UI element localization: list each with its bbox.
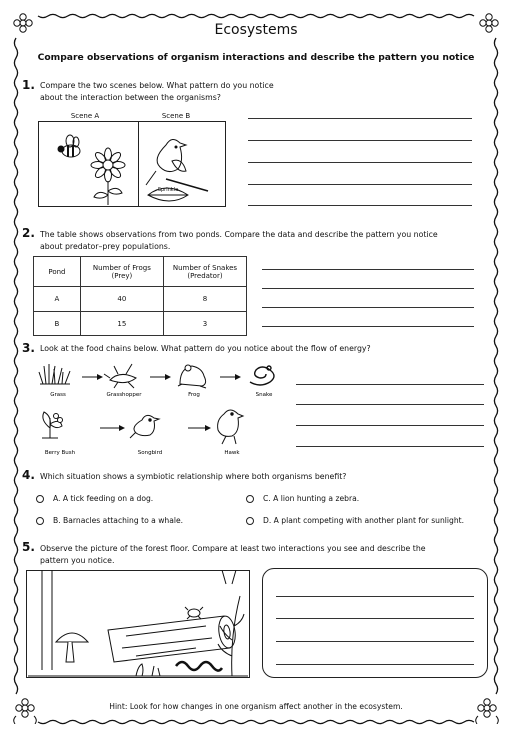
berry-bush-icon bbox=[42, 412, 63, 438]
worm-icon bbox=[176, 662, 222, 671]
chain-label: Hawk bbox=[224, 450, 240, 456]
scene-a-label: Scene A bbox=[70, 112, 100, 120]
question-2-line-1: The table shows observations from two ponds. Compare the data and describe the pattern you notice bbox=[40, 230, 438, 239]
radio-button[interactable] bbox=[36, 495, 44, 503]
answer-line[interactable] bbox=[296, 446, 484, 447]
beetle-icon bbox=[185, 607, 203, 619]
hawk-icon bbox=[218, 410, 243, 444]
answer-line[interactable] bbox=[262, 269, 474, 270]
question-5-number: 5. bbox=[22, 540, 35, 554]
option-c[interactable]: C. A lion hunting a zebra. bbox=[246, 494, 359, 503]
answer-box[interactable] bbox=[262, 568, 488, 678]
answer-line[interactable] bbox=[296, 404, 484, 405]
option-d[interactable]: D. A plant competing with another plant for sunlight. bbox=[246, 516, 464, 525]
chain-label: Grass bbox=[50, 392, 66, 398]
question-1-line-2: about the interaction between the organisms? bbox=[40, 93, 221, 102]
answer-line[interactable] bbox=[296, 425, 484, 426]
table-row bbox=[34, 287, 247, 312]
question-5-text bbox=[40, 543, 426, 567]
page-title: Ecosystems bbox=[214, 22, 298, 38]
answer-line[interactable] bbox=[296, 384, 484, 385]
chain-label: Berry Bush bbox=[44, 450, 76, 456]
grass-icon bbox=[39, 364, 70, 384]
table-cell: 8 bbox=[163, 287, 246, 312]
answer-line[interactable] bbox=[248, 118, 472, 119]
grasshopper-icon bbox=[104, 364, 136, 388]
table-cell: B bbox=[34, 312, 81, 336]
frog-icon bbox=[178, 365, 206, 388]
songbird-icon bbox=[130, 415, 159, 438]
chain-label: Snake bbox=[255, 392, 273, 398]
bird-icon bbox=[146, 139, 208, 191]
answer-line[interactable] bbox=[276, 596, 474, 597]
question-1-line-1: Compare the two scenes below. What pattern do you notice bbox=[40, 81, 274, 90]
question-5-line-1: Observe the picture of the forest floor. Compare at least two interactions you see and describe the bbox=[40, 544, 426, 553]
chain-label: Frog bbox=[188, 392, 200, 398]
answer-line[interactable] bbox=[262, 288, 474, 289]
option-a[interactable]: A. A tick feeding on a dog. bbox=[36, 494, 153, 503]
bee-icon bbox=[58, 135, 81, 157]
answer-line[interactable] bbox=[276, 618, 474, 619]
question-2-line-2: about predator–prey populations. bbox=[40, 242, 171, 251]
radio-button[interactable] bbox=[246, 517, 254, 525]
question-4-text: Which situation shows a symbiotic relationship where both organisms benefit? bbox=[40, 472, 347, 481]
answer-line[interactable] bbox=[276, 641, 474, 642]
table-cell: 3 bbox=[163, 312, 246, 336]
answer-line[interactable] bbox=[276, 664, 474, 665]
food-chain-illustration bbox=[38, 356, 300, 458]
table-header-row bbox=[34, 257, 247, 287]
answer-line[interactable] bbox=[262, 326, 474, 327]
table-header-cell: Pond bbox=[34, 257, 81, 287]
chain-label: Grasshopper bbox=[106, 392, 142, 398]
option-b[interactable]: B. Barnacles attaching to a whale. bbox=[36, 516, 183, 525]
forest-floor-illustration bbox=[26, 570, 250, 678]
scene-b-label: Scene B bbox=[161, 112, 191, 120]
page-subtitle: Compare observations of organism interactions and describe the pattern you notice bbox=[37, 52, 475, 63]
question-1-text bbox=[40, 80, 274, 104]
scene-illustration bbox=[38, 121, 226, 207]
question-3-text: Look at the food chains below. What pattern do you notice about the flow of energy? bbox=[40, 344, 371, 353]
leaf-label: Sprinkle bbox=[157, 187, 179, 193]
tree-trunk-icon bbox=[42, 570, 52, 670]
radio-button[interactable] bbox=[246, 495, 254, 503]
answer-line[interactable] bbox=[248, 184, 472, 185]
question-2-text bbox=[40, 229, 438, 253]
table-cell: A bbox=[34, 287, 81, 312]
radio-button[interactable] bbox=[36, 517, 44, 525]
table-row bbox=[34, 312, 247, 336]
answer-line[interactable] bbox=[262, 307, 474, 308]
pond-data-table bbox=[33, 256, 247, 336]
question-5-line-2: pattern you notice. bbox=[40, 556, 115, 565]
answer-line[interactable] bbox=[248, 140, 472, 141]
question-4-number: 4. bbox=[22, 468, 35, 482]
question-2-number: 2. bbox=[22, 226, 35, 240]
table-cell: 40 bbox=[80, 287, 163, 312]
snake-icon bbox=[250, 366, 274, 385]
table-header-cell: Number of Snakes (Predator) bbox=[163, 257, 246, 287]
mushroom-icon bbox=[56, 633, 88, 662]
flower-icon bbox=[91, 148, 125, 205]
log-icon bbox=[108, 615, 237, 662]
table-header-cell: Number of Frogs (Prey) bbox=[80, 257, 163, 287]
table-cell: 15 bbox=[80, 312, 163, 336]
answer-line[interactable] bbox=[248, 205, 472, 206]
chain-label: Songbird bbox=[137, 450, 163, 456]
question-3-number: 3. bbox=[22, 341, 35, 355]
hint-text: Hint: Look for how changes in one organism affect another in the ecosystem. bbox=[109, 702, 403, 711]
answer-line[interactable] bbox=[248, 162, 472, 163]
question-1-number: 1. bbox=[22, 78, 35, 92]
